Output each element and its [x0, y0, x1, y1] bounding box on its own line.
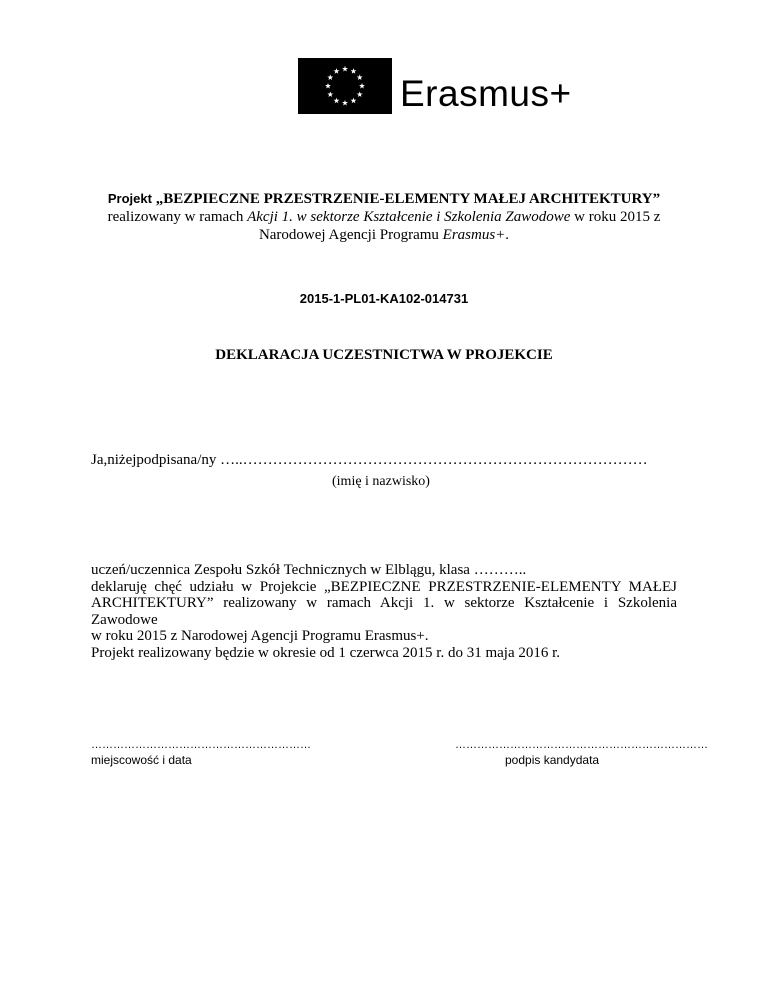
- funding-text-b: w roku 2015 z: [574, 209, 661, 225]
- project-name: „BEZPIECZNE PRZESTRZENIE-ELEMENTY MAŁEJ ARCHITEKTURY”: [155, 191, 661, 207]
- project-funding-line: [60, 208, 708, 226]
- eu-star-icon: [325, 83, 331, 89]
- project-title-line: [60, 190, 708, 208]
- eu-star-icon: [357, 91, 363, 97]
- eu-star-icon: [351, 98, 357, 104]
- eu-star-icon: [334, 98, 340, 104]
- erasmus-plus-logo: [298, 58, 608, 118]
- eu-star-icon: [359, 83, 365, 89]
- declaration-body: [91, 562, 677, 661]
- name-field-line: [91, 452, 691, 469]
- eu-star-icon: [342, 66, 348, 72]
- project-agency-line: [60, 226, 708, 244]
- body-line-5: Projekt realizowany będzie w okresie od 1 czerwca 2015 r. do 31 maja 2016 r.: [91, 644, 561, 661]
- funding-text-a: realizowany w ramach: [107, 209, 244, 225]
- body-line-4: w roku 2015 z Narodowej Agencji Programu Erasmus+.: [91, 628, 429, 644]
- program-name: Erasmus+: [442, 227, 506, 243]
- eu-star-icon: [334, 68, 340, 74]
- project-header: [60, 190, 708, 244]
- funding-action: Akcji 1. w sektorze Kształcenie i Szkolenia Zawodowe: [247, 209, 571, 225]
- name-field-dots: …..………………………………………………………………………: [220, 452, 648, 468]
- eu-star-icon: [327, 74, 333, 80]
- body-line-3: ARCHITEKTURY” realizowany w ramach Akcji 1. w sektorze Kształcenie i Szkolenia Zawodowe: [91, 595, 677, 628]
- agency-end: .: [505, 227, 510, 243]
- agency-text: Narodowej Agencji Programu: [258, 227, 439, 243]
- project-label: Projekt: [107, 191, 152, 206]
- declaration-title: DEKLARACJA UCZESTNICTWA W PROJEKCIE: [215, 347, 553, 363]
- eu-flag-icon: [298, 58, 392, 114]
- eu-star-icon: [342, 100, 348, 106]
- place-date-dotted-line: ……………………………………………………: [91, 739, 311, 751]
- signature-label: podpis kandydata: [505, 753, 600, 767]
- body-line-1: uczeń/uczennica Zespołu Szkół Technicznych w Elblągu, klasa ………..: [91, 562, 527, 578]
- erasmus-plus-wordmark: Erasmus+: [400, 73, 572, 114]
- eu-star-icon: [357, 74, 363, 80]
- place-date-label: miejscowość i data: [91, 753, 192, 767]
- name-field-prefix: Ja,niżejpodpisana/ny: [91, 452, 217, 468]
- eu-star-icon: [351, 68, 357, 74]
- project-number: 2015-1-PL01-KA102-014731: [299, 291, 469, 306]
- signature-dotted-line: ……………………………………………………………: [455, 739, 708, 751]
- name-field-caption: (imię i nazwisko): [332, 474, 430, 489]
- body-line-2: deklaruję chęć udziału w Projekcie „BEZPIECZNE PRZESTRZENIE-ELEMENTY MAŁEJ: [91, 578, 677, 595]
- eu-star-icon: [327, 91, 333, 97]
